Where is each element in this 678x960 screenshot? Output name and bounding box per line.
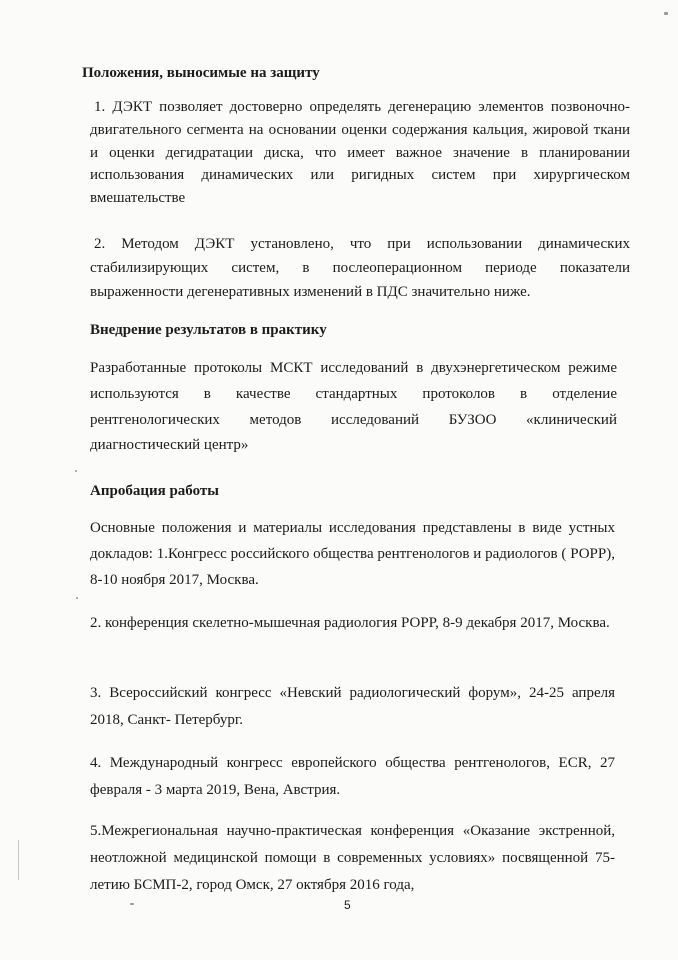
implementation-text: Разработанные протоколы МСКТ исследований в двухэнергетическом режиме используются в качестве стандартных протоколов в отделение рентгенологических методов исследований БУЗОО «клинический диагностический центр»	[90, 360, 617, 454]
scan-speck	[75, 470, 77, 472]
approbation-intro: Основные положения и материалы исследования представлены в виде устных докладов: 1.Конгресс российского общества рентгенологов и радиологов ( РОРР), 8-10 ноября 2017, Москва.	[90, 520, 615, 588]
page-number: 5	[344, 898, 351, 912]
approbation-item-4: 4. Международный конгресс европейского общества рентгенологов, ECR, 27 февраля - 3 марта 2019, Вена, Австрия.	[90, 755, 615, 798]
theses-item-2: 2. Методом ДЭКТ установлено, что при использовании динамических стабилизирующих систем, в послеоперационном периоде показатели выраженности дегенеративных изменений в ПДС значительно ниже.	[90, 236, 630, 300]
approbation-heading: Апробация работы	[90, 483, 219, 499]
scan-speck	[76, 597, 78, 599]
theses-heading: Положения, выносимые на защиту	[82, 65, 320, 81]
theses-item-1: 1. ДЭКТ позволяет достоверно определять дегенерацию элементов позвоночно-двигательного сегмента на основании оценки содержания кальция, жировой ткани и оценки дегидратации диска, что имеет важное значение в планировании использования динамических или ригидных систем при хирургическом вмешательстве	[90, 99, 630, 207]
scan-speck	[130, 903, 134, 905]
approbation-item-5: 5.Межрегиональная научно-практическая конференция «Оказание экстренной, неотложной медицинской помощи в современных условиях» посвященной 75-летию БСМП-2, город Омск, 27 октября 2016 года,	[90, 823, 615, 893]
approbation-item-3: 3. Всероссийский конгресс «Невский радиологический форум», 24-25 апреля 2018, Санкт- Петербург.	[90, 685, 615, 728]
approbation-item-2: 2. конференция скелетно-мышечная радиология РОРР, 8-9 декабря 2017, Москва.	[90, 615, 610, 631]
implementation-heading: Внедрение результатов в практику	[90, 322, 327, 338]
scan-edge-mark	[18, 840, 19, 880]
scan-speck	[664, 12, 668, 15]
